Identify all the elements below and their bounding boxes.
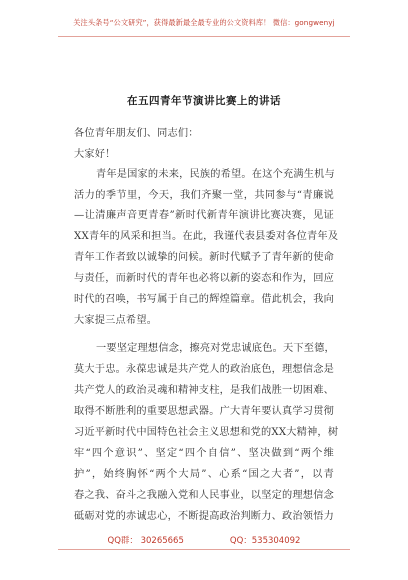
paragraph-line: 青年是国家的未来，民族的希望。在这个充满生机与 <box>96 169 335 180</box>
greeting: 大家好！ <box>74 149 116 160</box>
footer-qq: QQ：535304092 <box>229 536 301 546</box>
paragraph-line: —让清廉声音更青春”新时代新青年演讲比赛决赛，见证 <box>74 210 334 221</box>
paragraph-line: 青年工作者致以诚挚的问候。新时代赋予了青年新的使命 <box>74 252 334 263</box>
paragraph-line: 共产党人的政治灵魂和精神支柱，是我们战胜一切困难、 <box>74 385 334 396</box>
footer-contact <box>0 534 408 546</box>
paragraph-line: 一要坚定理想信念，擦亮对党忠诚底色。天下至德， <box>96 343 335 354</box>
paragraph-line: 莫大于忠。永葆忠诚是共产党人的政治底色，理想信念是 <box>74 364 334 375</box>
footer-divider <box>58 549 350 550</box>
paragraph-line: 牢“四个意识”、坚定“四个自信”、坚决做到“两个维 <box>74 448 334 459</box>
salutation: 各位青年朋友们、同志们： <box>74 128 199 139</box>
paragraph-line: 护”，始终胸怀“两个大局”、心系“国之大者”，以青 <box>74 469 334 480</box>
paragraph-line: 时代的召唤，书写属于自己的辉煌篇章。借此机会，我向 <box>74 294 334 305</box>
paragraph-line: 活力的季节里，今天，我们齐聚一堂，共同参与“青廉说 <box>74 190 334 201</box>
paragraph-line: 砥砺对党的赤诚忠心，不断提高政治判断力、政治领悟力 <box>74 511 334 522</box>
footer-qq-group: QQ群： 30265665 <box>107 536 184 546</box>
paragraph-line: 春之我、奋斗之我融入党和人民事业，以坚定的理想信念 <box>74 490 334 501</box>
paragraph-line: 取得不断胜利的重要思想武器。广大青年要认真学习贯彻 <box>74 406 334 417</box>
document-title: 在五四青年节演讲比赛上的讲话 <box>127 95 281 107</box>
paragraph-line: 习近平新时代中国特色社会主义思想和党的XX大精神，树 <box>74 427 339 438</box>
header-banner: 关注头条号“公文研究”，获得最新最全最专业的公文资料库！ 微信：gongwenyj <box>73 18 335 27</box>
paragraph-line: 与责任，而新时代的青年也必将以新的姿态和作为，回应 <box>74 273 334 284</box>
header-divider <box>58 36 350 37</box>
paragraph-line: XX青年的风采和担当。在此，我谨代表县委对各位青年及 <box>74 231 339 242</box>
paragraph-line: 大家提三点希望。 <box>74 315 158 326</box>
